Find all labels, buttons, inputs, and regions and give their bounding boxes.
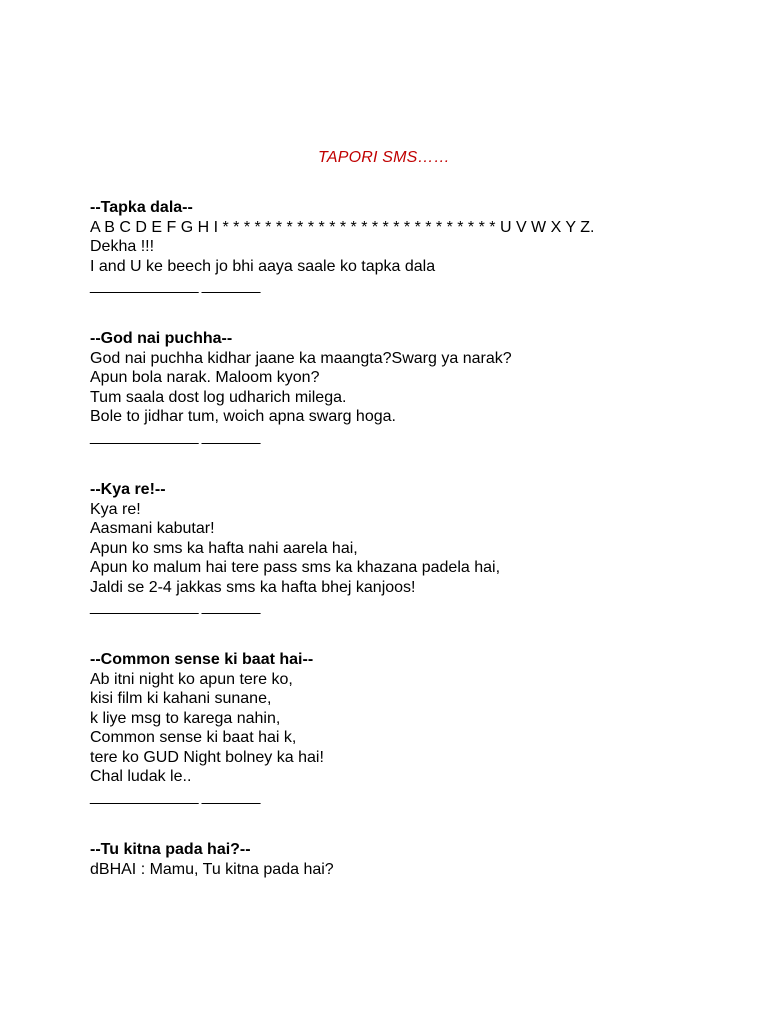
section-line: Apun bola narak. Maloom kyon? <box>90 369 320 386</box>
section-line: Apun ko sms ka hafta nahi aarela hai, <box>90 539 358 557</box>
section-heading: --Common sense ki baat hai-- <box>90 651 314 668</box>
sms-section-common-sense <box>90 650 750 806</box>
section-heading: --God nai puchha-- <box>90 330 233 347</box>
section-heading: --Tu kitna pada hai?-- <box>90 841 251 858</box>
section-heading: --Kya re!-- <box>90 481 166 498</box>
section-line: Dekha !!! <box>90 238 155 255</box>
section-separator: _____________ _______ <box>90 427 260 445</box>
section-heading: --Tapka dala-- <box>90 199 193 216</box>
sms-section-tu-kitna-pada-hai <box>90 840 750 879</box>
section-line: kisi film ki kahani sunane, <box>90 690 272 707</box>
section-line: Kya re! <box>90 500 141 518</box>
section-separator: _____________ _______ <box>90 277 260 294</box>
sms-section-god-nai-puchha <box>90 329 750 446</box>
section-line: tere ko GUD Night bolney ka hai! <box>90 748 324 766</box>
sms-section-kya-re <box>90 480 750 617</box>
section-line: Common sense ki baat hai k, <box>90 729 297 746</box>
section-line: Jaldi se 2-4 jakkas sms ka hafta bhej kanjoos! <box>90 578 416 596</box>
section-line: A B C D E F G H I * * * * * * * * * * * * * * * * * * * * * * * * * * U V W X Y Z. <box>90 218 595 236</box>
section-line: dBHAI : Mamu, Tu kitna pada hai? <box>90 860 334 878</box>
section-line: Bole to jidhar tum, woich apna swarg hoga. <box>90 408 396 425</box>
section-line: God nai puchha kidhar jaane ka maangta?Swarg ya narak? <box>90 349 512 367</box>
document-title: TAPORI SMS…… <box>318 149 450 166</box>
section-line: Apun ko malum hai tere pass sms ka khazana padela hai, <box>90 559 501 576</box>
section-line: Tum saala dost log udharich milega. <box>90 388 347 406</box>
sms-section-tapka-dala <box>90 198 750 296</box>
section-separator: _____________ _______ <box>90 598 260 615</box>
section-line: Ab itni night ko apun tere ko, <box>90 670 293 688</box>
section-line: Chal ludak le.. <box>90 768 192 785</box>
section-line: k liye msg to karega nahin, <box>90 709 281 727</box>
section-line: I and U ke beech jo bhi aaya saale ko tapka dala <box>90 257 436 275</box>
section-line: Aasmani kabutar! <box>90 520 215 537</box>
section-separator: _____________ _______ <box>90 787 260 805</box>
